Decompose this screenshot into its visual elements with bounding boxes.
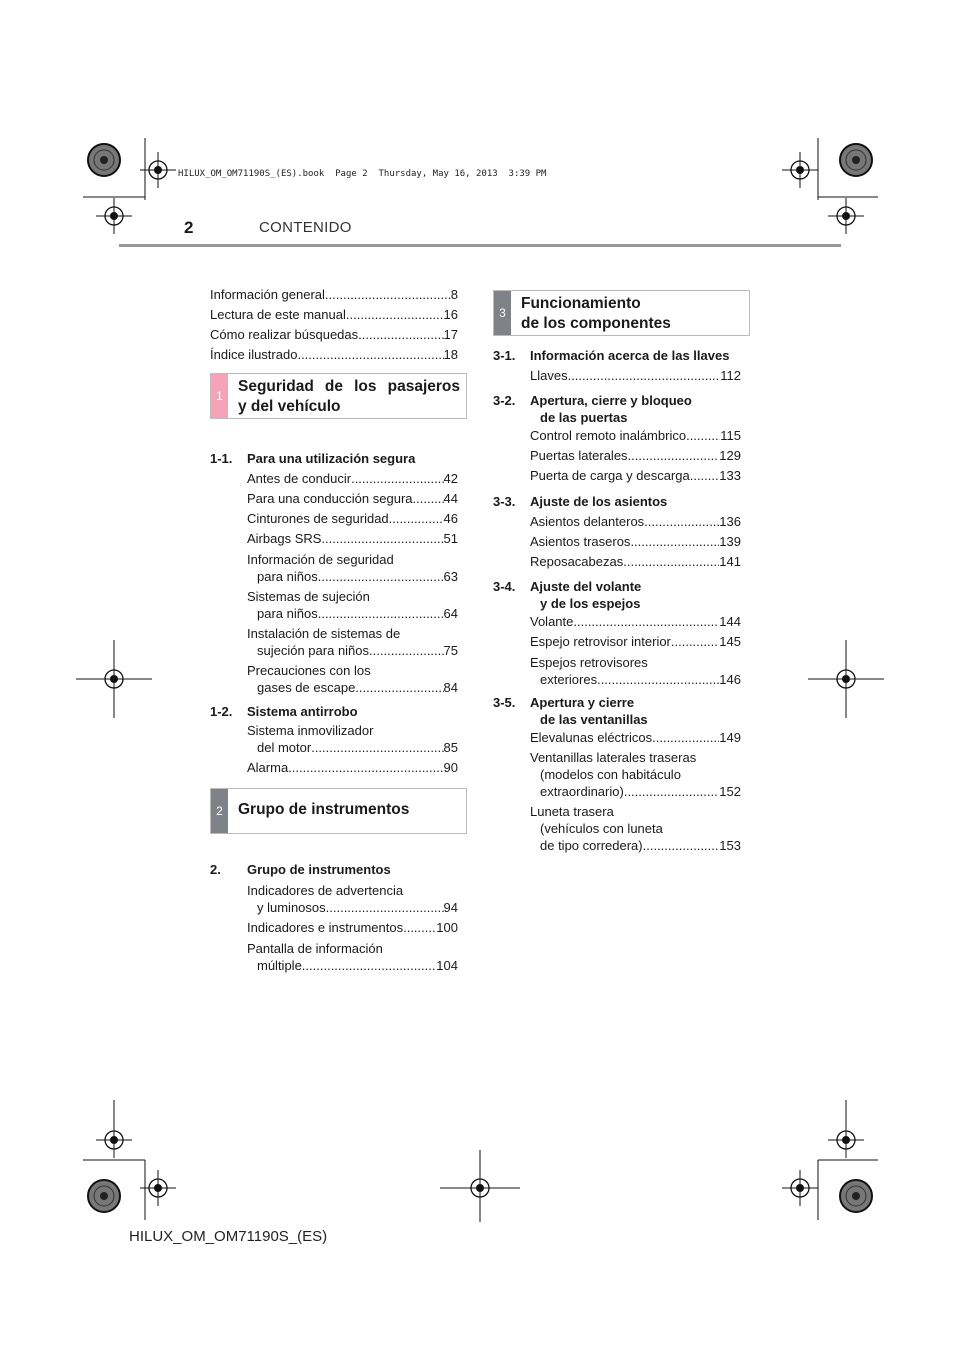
toc-entry[interactable]: Sistemas de sujeción para niños ..... 64: [247, 588, 458, 622]
toc-entry[interactable]: Precauciones con los gases de escape ..... 84: [247, 662, 458, 696]
toc-entry[interactable]: Espejo retrovisor interior ..... 145: [530, 632, 741, 652]
toc-entry[interactable]: Airbags SRS ..... 51: [247, 529, 458, 549]
section-heading[interactable]: 3-5. Apertura y cierre de las ventanillas: [493, 695, 648, 727]
chapter-title: Funcionamiento de los componentes: [521, 295, 671, 332]
page-number: 2: [184, 218, 194, 237]
toc-entry[interactable]: Luneta trasera (vehículos con luneta de tipo corredera) ..... 153: [530, 803, 741, 854]
section-heading[interactable]: 2. Grupo de instrumentos: [210, 862, 391, 877]
toc-entry[interactable]: Volante ..... 144: [530, 612, 741, 632]
running-header: CONTENIDO: [259, 219, 352, 236]
toc-entry[interactable]: Ventanillas laterales traseras (modelos con habitáculo extraordinario) ..... 152: [530, 749, 741, 800]
toc-entry[interactable]: Pantalla de información múltiple ..... 104: [247, 940, 458, 974]
toc-entry[interactable]: Puertas laterales ..... 129: [530, 446, 741, 466]
print-stamp: HILUX_OM_OM71190S_(ES).book Page 2 Thursday, May 16, 2013 3:39 PM: [178, 169, 547, 179]
section-heading[interactable]: 1-1. Para una utilización segura: [210, 451, 416, 466]
toc-entry[interactable]: Alarma ..... 90: [247, 758, 458, 778]
section-heading[interactable]: 1-2. Sistema antirrobo: [210, 704, 358, 719]
toc-entry[interactable]: Puerta de carga y descarga ..... 133: [530, 466, 741, 486]
toc-entry[interactable]: Asientos traseros ..... 139: [530, 532, 741, 552]
toc-entry[interactable]: Instalación de sistemas de sujeción para niños ..... 75: [247, 625, 458, 659]
toc-entry[interactable]: Llaves ..... 112: [530, 366, 741, 386]
toc-entry[interactable]: Sistema inmovilizador del motor ..... 85: [247, 722, 458, 756]
toc-entry[interactable]: Reposacabezas ..... 141: [530, 552, 741, 572]
chapter-tab: 3: [494, 291, 511, 335]
toc-entry[interactable]: Control remoto inalámbrico ..... 115: [530, 426, 741, 446]
toc-entry[interactable]: Espejos retrovisores exteriores ..... 146: [530, 654, 741, 688]
header-rule: [119, 244, 841, 247]
toc-entry[interactable]: Lectura de este manual ..... 16: [210, 305, 458, 325]
section-heading[interactable]: 3-2. Apertura, cierre y bloqueo de las puertas: [493, 393, 692, 425]
section-heading[interactable]: 3-4. Ajuste del volante y de los espejos: [493, 579, 642, 611]
toc-left-column: [210, 285, 458, 974]
chapter-header-1[interactable]: [210, 373, 467, 419]
section-heading[interactable]: 3-3. Ajuste de los asientos: [493, 494, 668, 509]
toc-entry[interactable]: Antes de conducir ..... 42: [247, 469, 458, 489]
toc-entry[interactable]: Para una conducción segura ..... 44: [247, 489, 458, 509]
chapter-tab: 2: [211, 789, 228, 833]
chapter-title: Seguridad de los pasajeros y del vehículo: [238, 378, 460, 415]
toc-entry[interactable]: Cómo realizar búsquedas ..... 17: [210, 325, 458, 345]
toc-entry[interactable]: Información de seguridad para niños ..... 63: [247, 551, 458, 585]
toc-entry[interactable]: Asientos delanteros ..... 136: [530, 512, 741, 532]
toc-entry[interactable]: Índice ilustrado ..... 18: [210, 345, 458, 365]
toc-entry[interactable]: Indicadores e instrumentos ..... 100: [247, 918, 458, 938]
chapter-header-2[interactable]: [210, 788, 467, 834]
chapter-tab: 1: [211, 374, 228, 418]
chapter-title: Grupo de instrumentos: [238, 801, 410, 818]
chapter-header-3[interactable]: [493, 290, 750, 336]
section-heading[interactable]: 3-1. Información acerca de las llaves: [493, 348, 730, 363]
toc-entry[interactable]: Indicadores de advertencia y luminosos ..... 94: [247, 882, 458, 916]
toc-entry[interactable]: Información general ..... 8: [210, 285, 458, 305]
footer-code: HILUX_OM_OM71190S_(ES): [129, 1228, 328, 1245]
toc-entry[interactable]: Cinturones de seguridad ..... 46: [247, 509, 458, 529]
toc-entry[interactable]: Elevalunas eléctricos ..... 149: [530, 728, 741, 748]
toc-right-column: [493, 290, 741, 854]
